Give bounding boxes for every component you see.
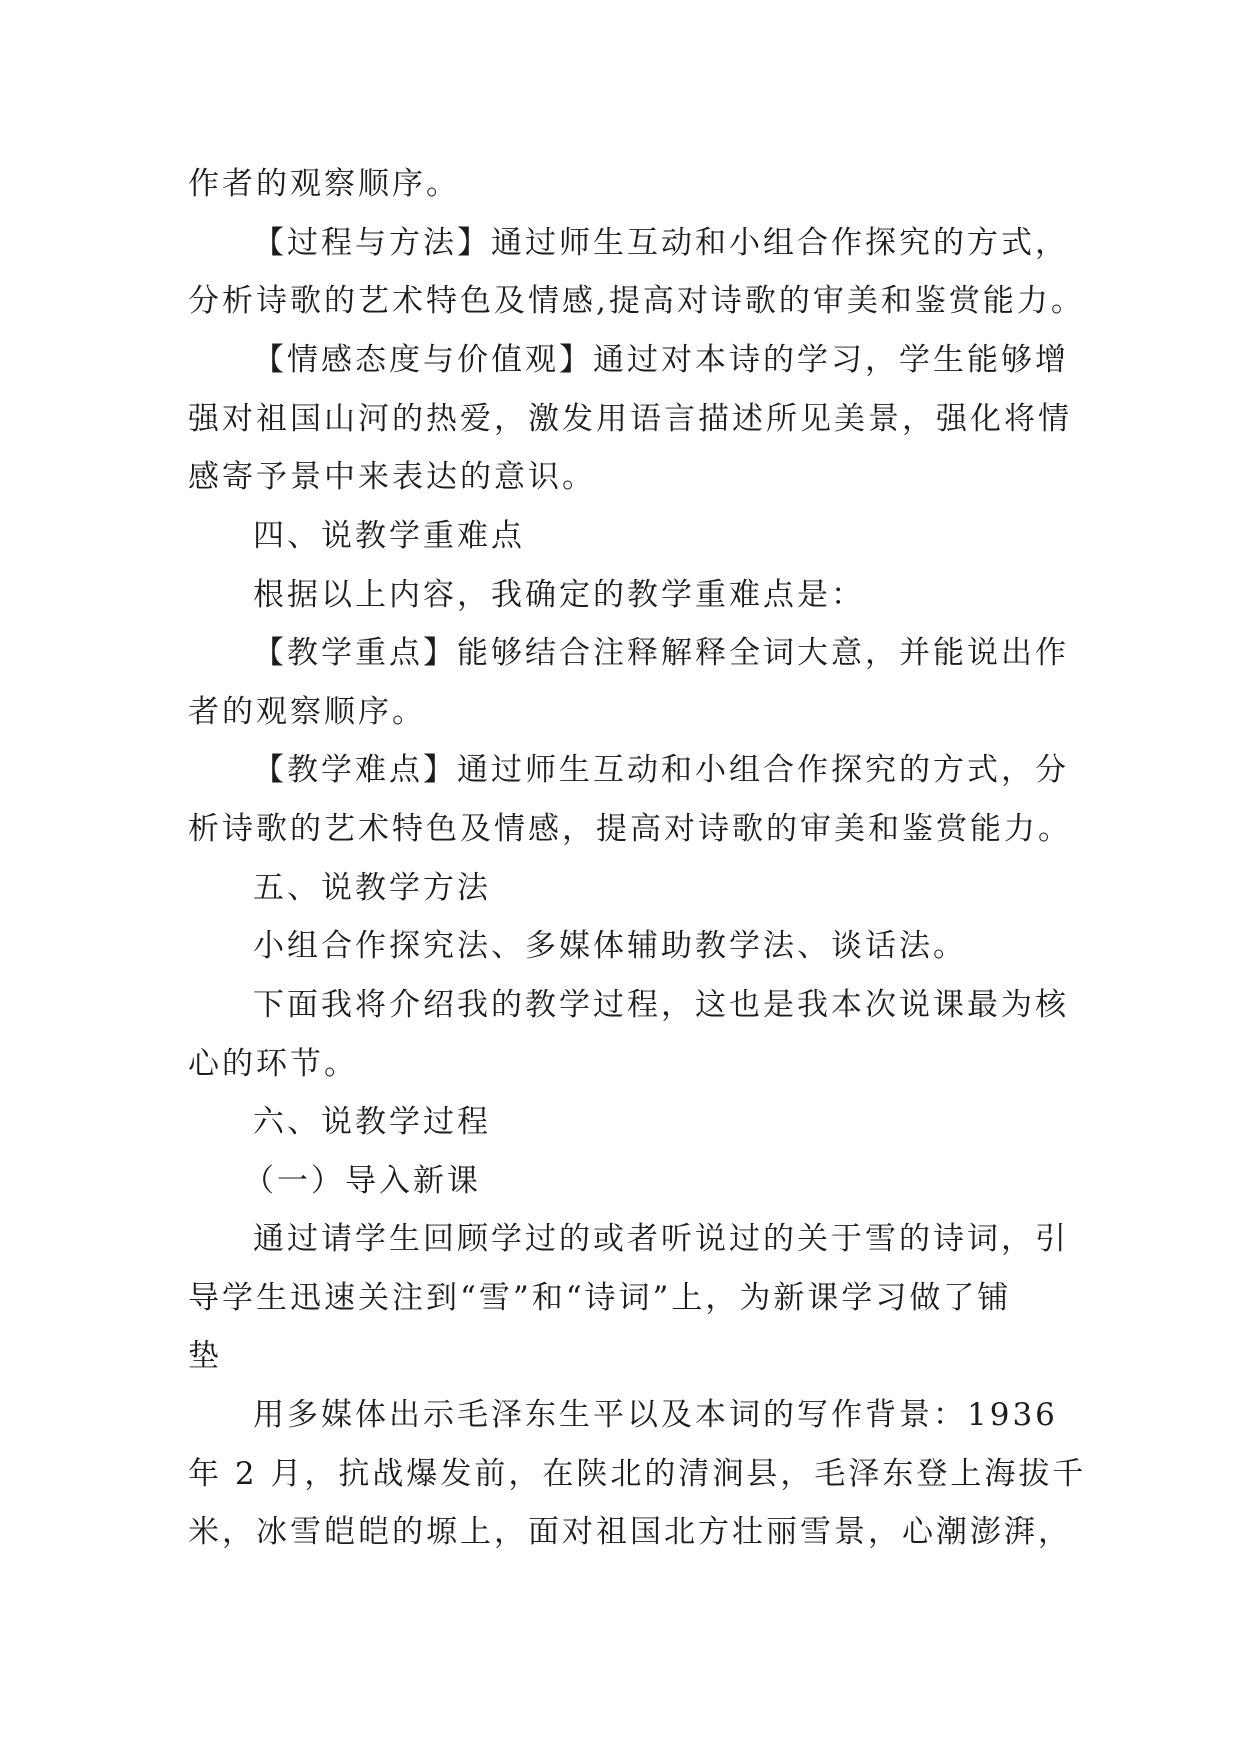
text-line: 通过请学生回顾学过的或者听说过的关于雪的诗词，引 [253,1221,1069,1257]
text-line: 小组合作探究法、多媒体辅助教学法、谈话法。 [253,928,967,964]
text-line: 下面我将介绍我的教学过程，这也是我本次说课最为核 [253,987,1069,1023]
text-line: 米，冰雪皑皑的塬上，面对祖国北方壮丽雪景，心潮澎湃， [188,1514,1072,1550]
subsection-heading: （一）导入新课 [243,1163,481,1199]
text-line: 导学生迅速关注到“雪”和“诗词”上，为新课学习做了铺 [188,1280,1012,1316]
section-heading: 六、说教学过程 [253,1104,491,1140]
text-line: 强对祖国山河的热爱，激发用语言描述所见美景，强化将情 [188,401,1072,437]
text-line: 垫 [188,1338,222,1374]
section-heading: 五、说教学方法 [253,870,491,906]
text-line: 根据以上内容，我确定的教学重难点是： [253,577,865,613]
text-line: 【情感态度与价值观】通过对本诗的学习，学生能够增 [253,342,1069,378]
text-line: 分析诗歌的艺术特色及情感,提高对诗歌的审美和鉴赏能力。 [188,283,1085,319]
text-line: 年 2 月，抗战爆发前，在陕北的清涧县，毛泽东登上海拔千 [188,1456,1087,1492]
text-line: 心的环节。 [188,1046,358,1082]
text-line: 【教学难点】通过师生互动和小组合作探究的方式，分 [253,752,1069,788]
text-line: 者的观察顺序。 [188,694,426,730]
text-line: 【教学重点】能够结合注释解释全词大意，并能说出作 [253,635,1069,671]
text-line: 作者的观察顺序。 [188,166,460,202]
text-line: 感寄予景中来表达的意识。 [188,459,596,495]
text-line: 【过程与方法】通过师生互动和小组合作探究的方式， [253,225,1069,261]
text-line: 析诗歌的艺术特色及情感，提高对诗歌的审美和鉴赏能力。 [188,811,1072,847]
text-line: 用多媒体出示毛泽东生平以及本词的写作背景：1936 [253,1397,1058,1433]
section-heading: 四、说教学重难点 [253,518,525,554]
